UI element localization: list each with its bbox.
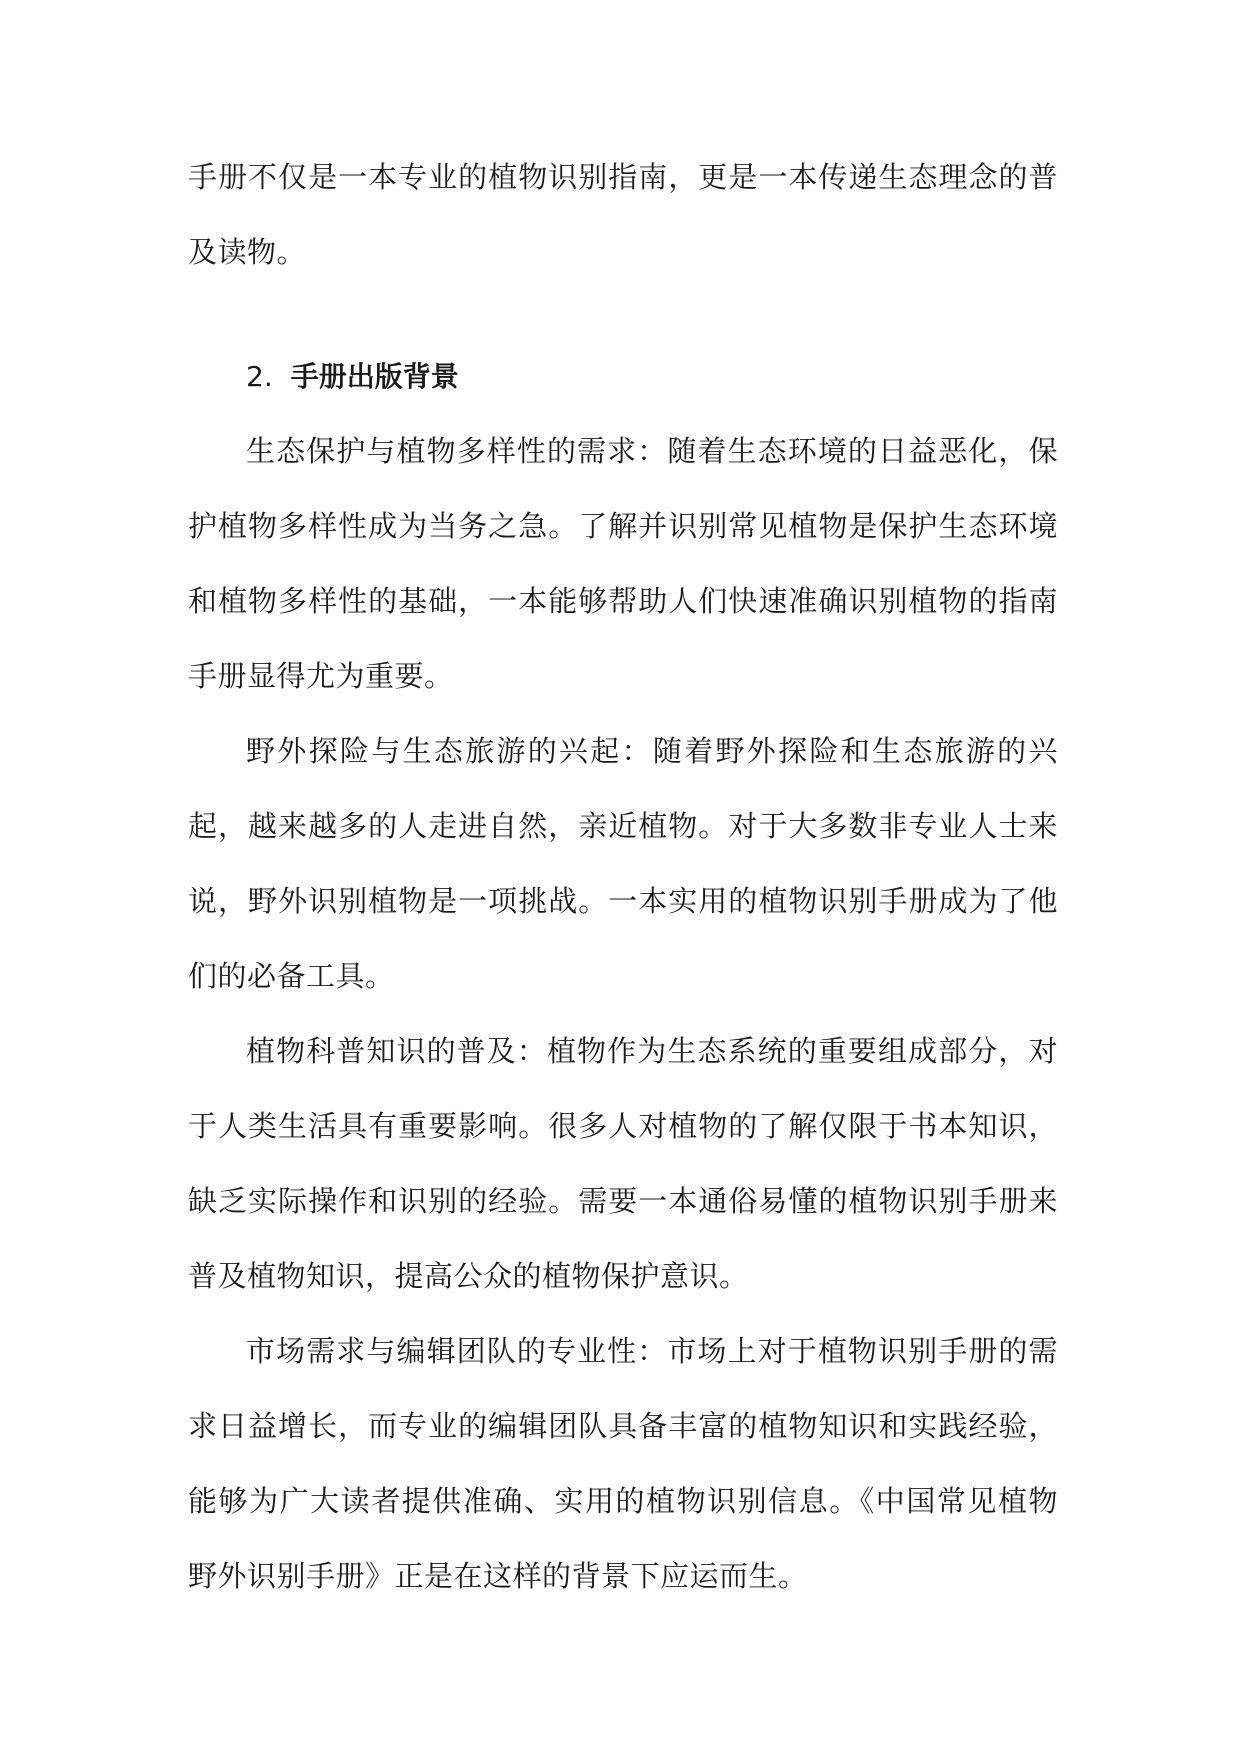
paragraph-ecology: 生态保护与植物多样性的需求：随着生态环境的日益恶化，保护植物多样性成为当务之急。了解并识别常见植物是保护生态环境和植物多样性的基础，一本能够帮助人们快速准确识别植物的指南手册显得尤为重要。: [188, 434, 1058, 693]
section-heading: [188, 339, 1058, 414]
paragraph-outdoor: 野外探险与生态旅游的兴起：随着野外探险和生态旅游的兴起，越来越多的人走进自然，亲近植物。对于大多数非专业人士来说，野外识别植物是一项挑战。一本实用的植物识别手册成为了他们的必备工具。: [188, 734, 1058, 993]
document-page: [188, 140, 1058, 1614]
intro-paragraph: 手册不仅是一本专业的植物识别指南，更是一本传递生态理念的普及读物。: [188, 160, 1058, 269]
section-title: 手册出版背景: [290, 360, 459, 393]
paragraph-market: 市场需求与编辑团队的专业性：市场上对于植物识别手册的需求日益增长，而专业的编辑团队具备丰富的植物知识和实践经验，能够为广大读者提供准确、实用的植物识别信息。《中国常见植物野外识别手册》正是在这样的背景下应运而生。: [188, 1334, 1058, 1593]
section-number: 2.: [246, 360, 273, 393]
paragraph-science: 植物科普知识的普及：植物作为生态系统的重要组成部分，对于人类生活具有重要影响。很多人对植物的了解仅限于书本知识，缺乏实际操作和识别的经验。需要一本通俗易懂的植物识别手册来普及植物知识，提高公众的植物保护意识。: [188, 1034, 1058, 1293]
